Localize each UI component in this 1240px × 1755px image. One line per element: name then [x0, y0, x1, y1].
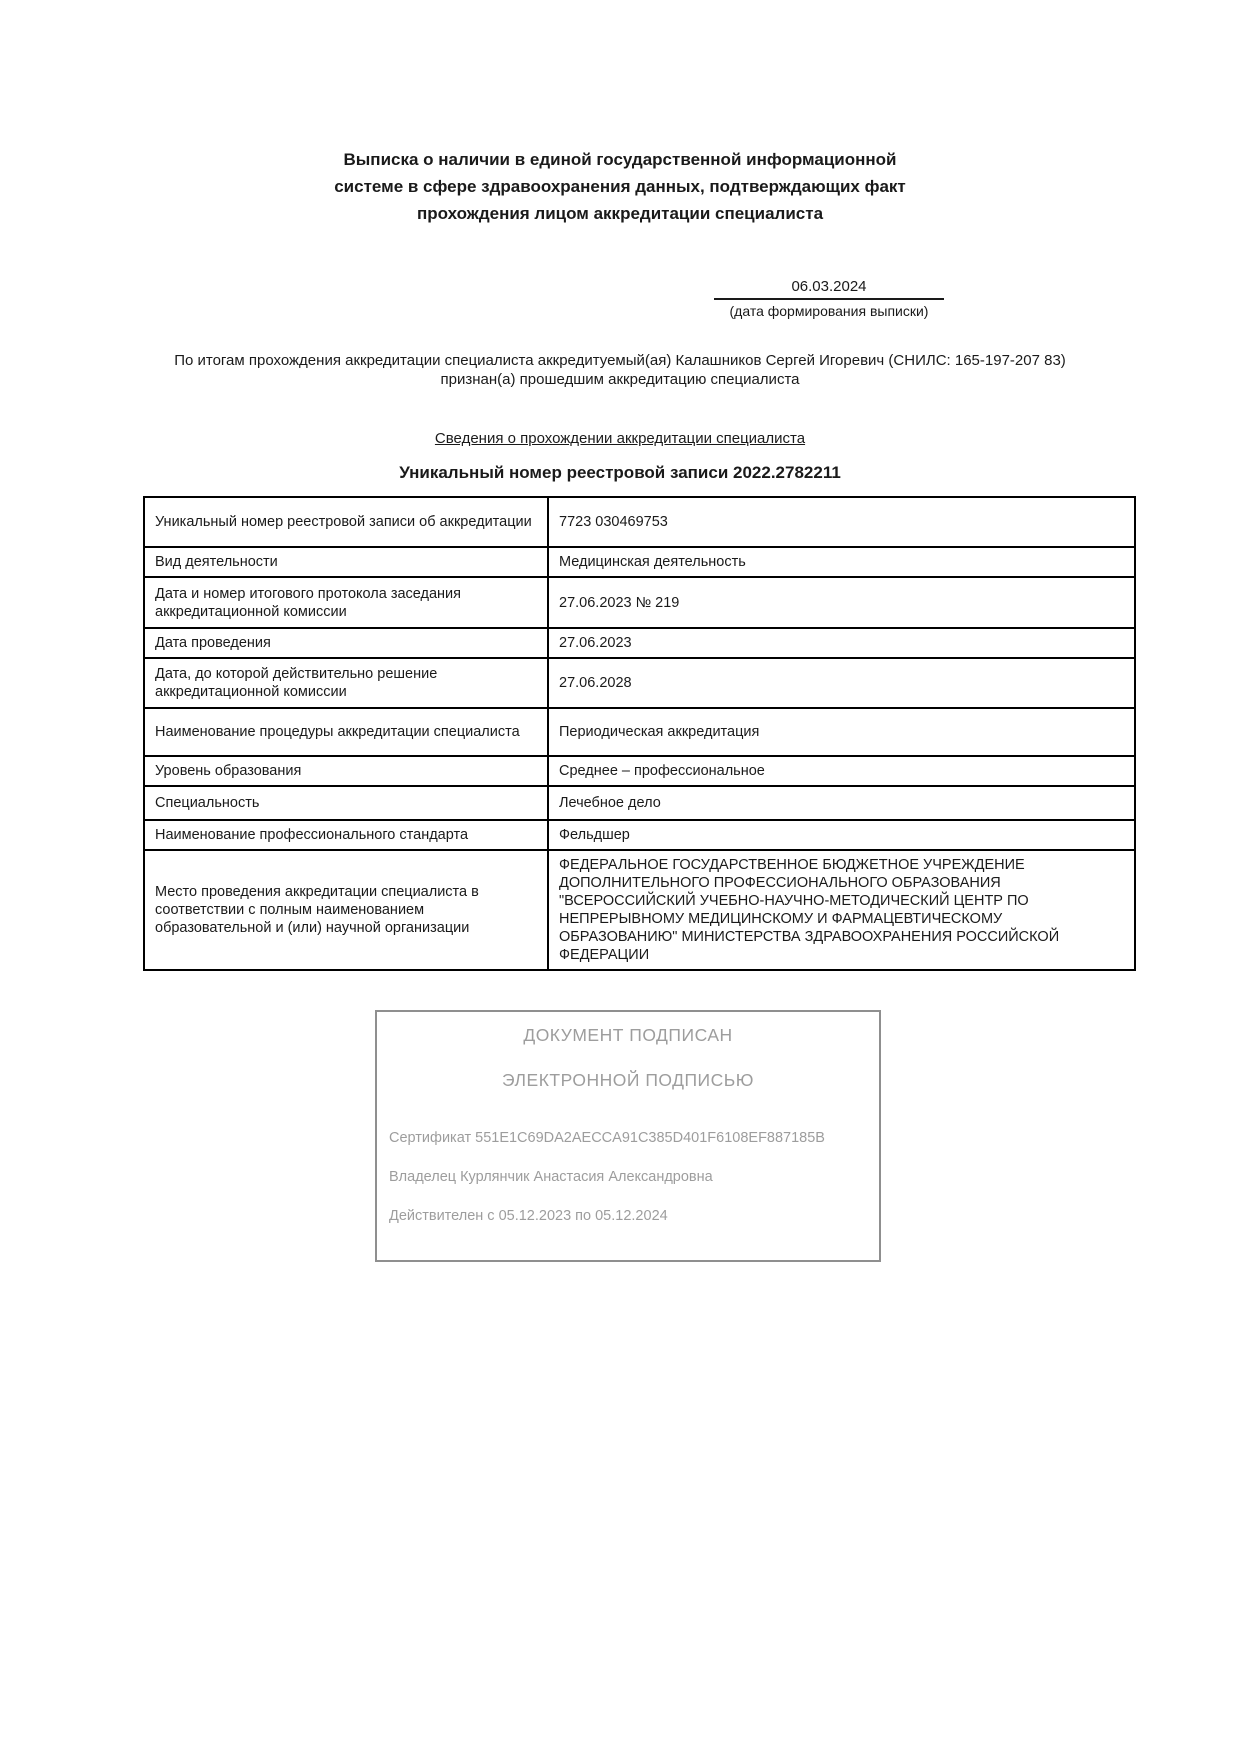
table-row: [144, 850, 1135, 970]
field-label: Уровень образования: [144, 756, 548, 786]
table-row: [144, 658, 1135, 708]
table-row: [144, 577, 1135, 628]
field-label: Вид деятельности: [144, 547, 548, 577]
field-value: 7723 030469753: [548, 497, 1135, 547]
field-value: Фельдшер: [548, 820, 1135, 850]
signature-heading-line2: ЭЛЕКТРОННОЙ ПОДПИСЬЮ: [502, 1070, 754, 1090]
field-label: Специальность: [144, 786, 548, 820]
signature-certificate: Сертификат 551E1C69DA2AECCA91C385D401F6108EF887185B: [389, 1130, 825, 1146]
formation-date-caption: (дата формирования выписки): [729, 303, 929, 319]
field-value: 27.06.2023 № 219: [548, 577, 1135, 628]
section-heading: Сведения о прохождении аккредитации специалиста: [434, 430, 806, 447]
field-label: Дата, до которой действительно решение аккредитационной комиссии: [144, 658, 548, 708]
document-title-line: Выписка о наличии в единой государственной информационной: [343, 150, 897, 169]
electronic-signature-stamp: [375, 1010, 881, 1262]
table-row: [144, 786, 1135, 820]
field-value: 27.06.2023: [548, 628, 1135, 658]
field-label: Уникальный номер реестровой записи об аккредитации: [144, 497, 548, 547]
field-value: 27.06.2028: [548, 658, 1135, 708]
table-row: [144, 708, 1135, 756]
table-row: [144, 497, 1135, 547]
field-label: Наименование профессионального стандарта: [144, 820, 548, 850]
accreditation-result-line: По итогам прохождения аккредитации специалиста аккредитуемый(ая) Калашников Сергей Игоревич (СНИЛС: 165-197-207 83): [174, 352, 1066, 369]
field-value: Среднее – профессиональное: [548, 756, 1135, 786]
table-row: [144, 628, 1135, 658]
signature-heading-line1: ДОКУМЕНТ ПОДПИСАН: [523, 1025, 733, 1045]
field-value: Периодическая аккредитация: [548, 708, 1135, 756]
field-label: Место проведения аккредитации специалиста в соответствии с полным наименованием образовательной и (или) научной организации: [144, 850, 548, 970]
document-title-line: прохождения лицом аккредитации специалиста: [416, 204, 824, 223]
field-value: Лечебное дело: [548, 786, 1135, 820]
field-value: Медицинская деятельность: [548, 547, 1135, 577]
formation-date-value: 06.03.2024: [714, 277, 944, 300]
field-label: Дата проведения: [144, 628, 548, 658]
accreditation-result-line: признан(а) прошедшим аккредитацию специалиста: [440, 370, 800, 388]
table-row: [144, 820, 1135, 850]
accreditation-details-table: [143, 496, 1136, 971]
table-row: [144, 756, 1135, 786]
registry-number-heading: Уникальный номер реестровой записи 2022.2782211: [399, 463, 841, 482]
field-value: ФЕДЕРАЛЬНОЕ ГОСУДАРСТВЕННОЕ БЮДЖЕТНОЕ УЧРЕЖДЕНИЕ ДОПОЛНИТЕЛЬНОГО ПРОФЕССИОНАЛЬНОГО ОБРАЗОВАНИЯ "ВСЕРОССИЙСКИЙ УЧЕБНО-НАУЧНО-МЕТОДИЧЕСКИЙ ЦЕНТР ПО НЕПРЕРЫВНОМУ МЕДИЦИНСКОМУ И ФАРМАЦЕВТИЧЕСКОМУ ОБРАЗОВАНИЮ" МИНИСТЕРСТВА ЗДРАВООХРАНЕНИЯ РОССИЙСКОЙ ФЕДЕРАЦИИ: [548, 850, 1135, 970]
accreditation-result-paragraph: [0, 352, 1240, 389]
document-title-line: системе в сфере здравоохранения данных, подтверждающих факт: [334, 177, 906, 196]
document-title: [0, 0, 1240, 227]
formation-date-block: [714, 277, 944, 320]
table-row: [144, 547, 1135, 577]
field-label: Наименование процедуры аккредитации специалиста: [144, 708, 548, 756]
field-label: Дата и номер итогового протокола заседания аккредитационной комиссии: [144, 577, 548, 628]
signature-owner: Владелец Курлянчик Анастасия Александровна: [389, 1169, 713, 1185]
signature-validity: Действителен с 05.12.2023 по 05.12.2024: [389, 1208, 668, 1224]
